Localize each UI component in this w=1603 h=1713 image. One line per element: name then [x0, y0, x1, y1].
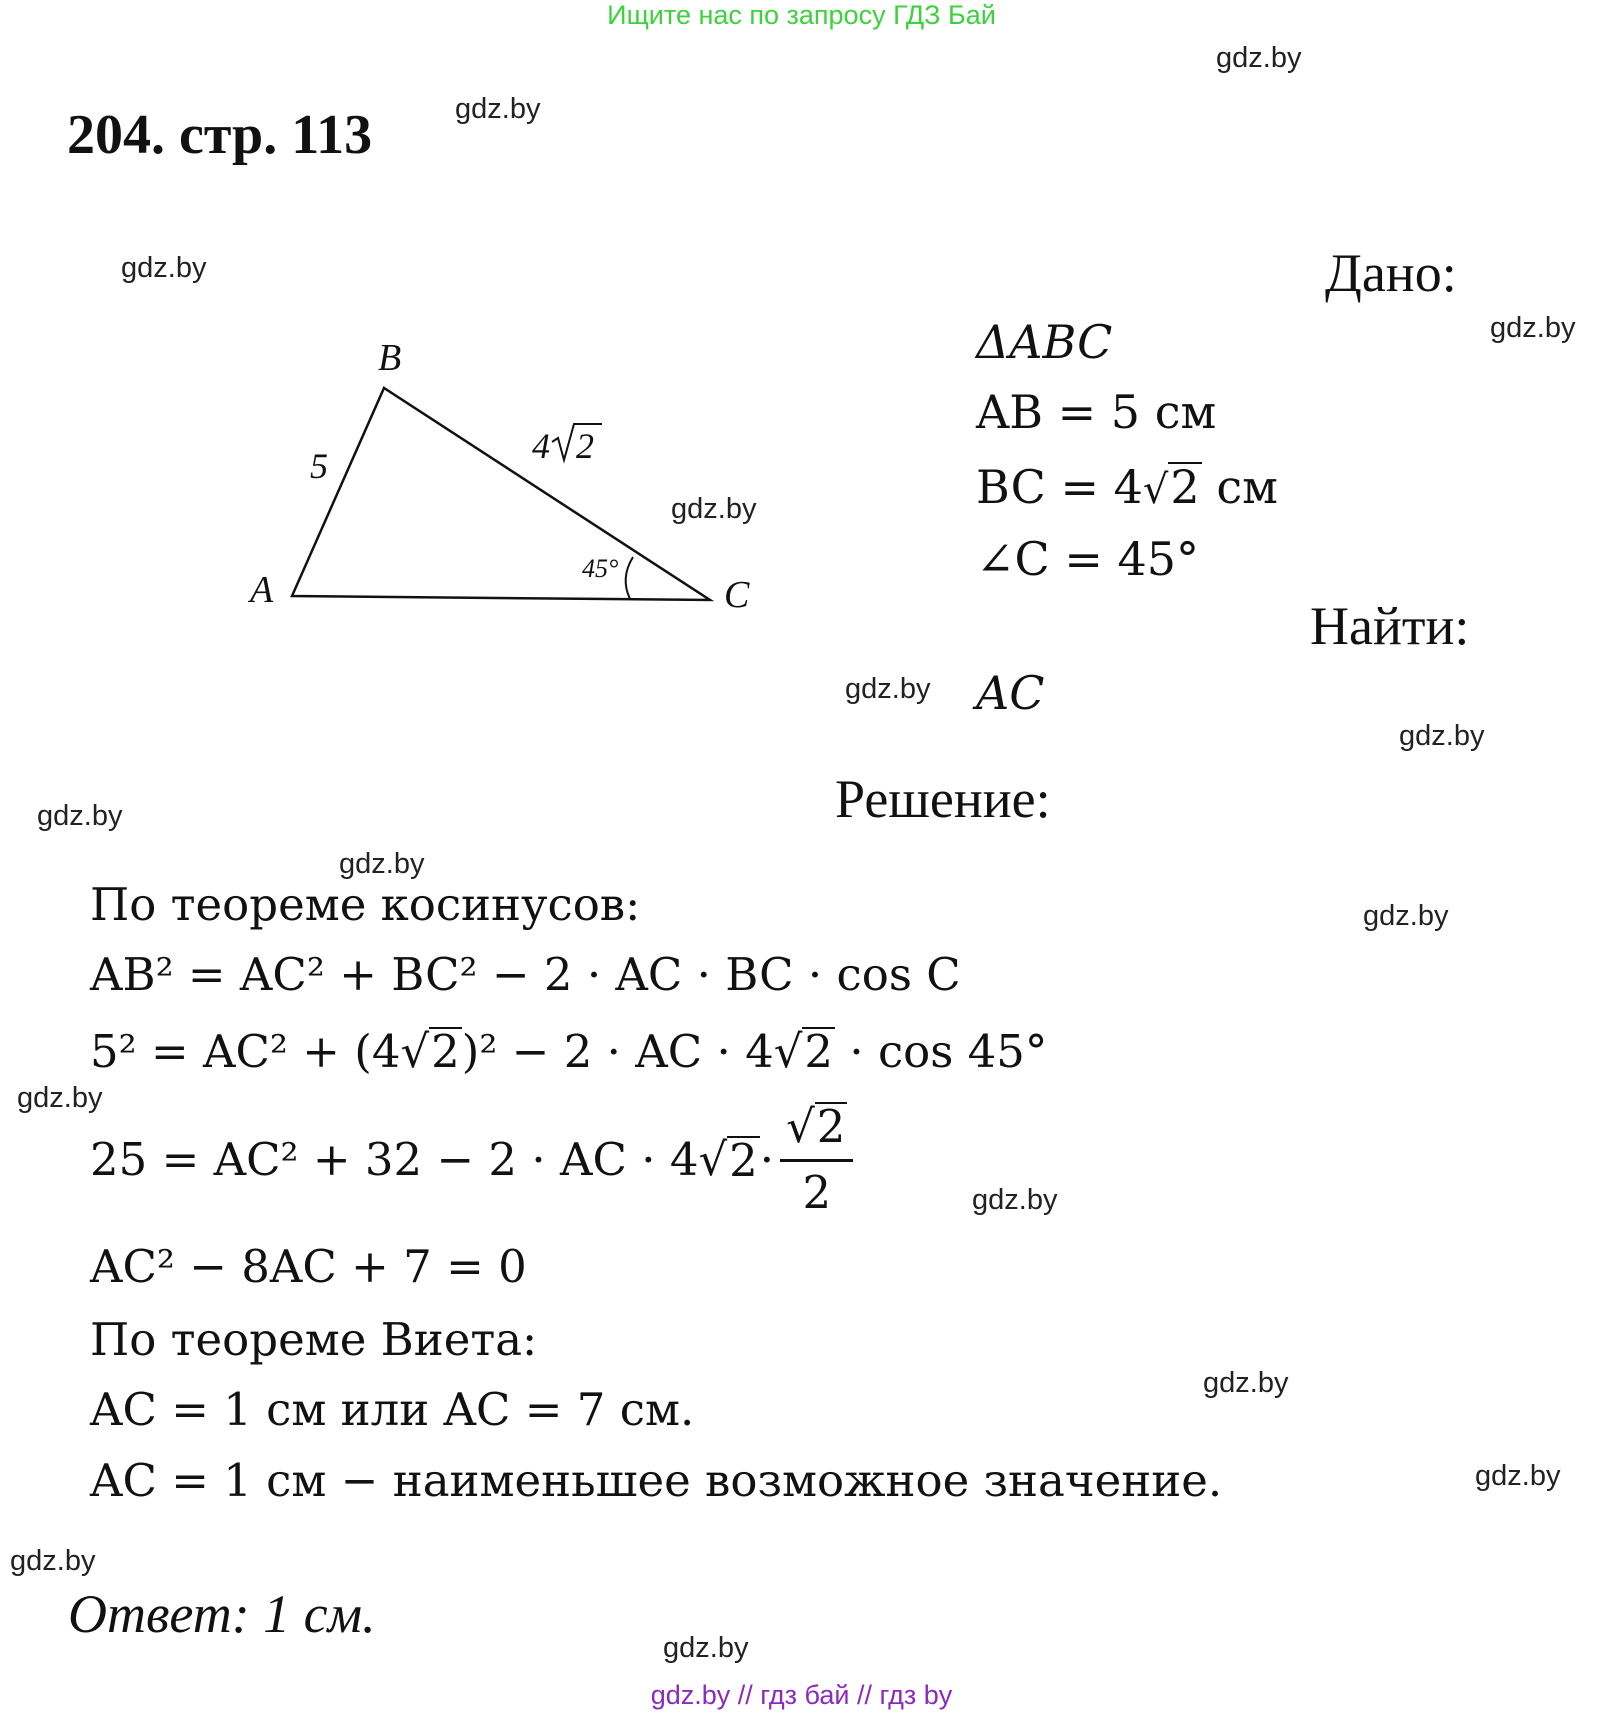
- watermark: gdz.by: [671, 493, 757, 525]
- side-ab-label: 5: [310, 446, 328, 486]
- given-angle: ∠C = 45°: [976, 532, 1200, 586]
- angle-c-label: 45°: [582, 554, 619, 583]
- solution-line-1: По теореме косинусов:: [90, 878, 641, 931]
- solution-line-3: 5² = AC² + (4√2)² − 2 · AC · 4√2 · cos 45°: [90, 1025, 1048, 1078]
- fraction-sqrt2-over-2: [780, 1100, 853, 1219]
- line4-part-a: 25 = AC² + 32 − 2 · AC · 4: [90, 1133, 699, 1186]
- watermark: gdz.by: [17, 1082, 103, 1114]
- line4-part-c: ·: [759, 1133, 775, 1186]
- triangle-figure: [230, 330, 770, 620]
- given-bc: BC = 4√2 см: [976, 460, 1278, 514]
- watermark: gdz.by: [37, 800, 123, 832]
- line3-part-c: )² − 2 · AC · 4: [461, 1025, 774, 1078]
- vertex-c-label: C: [724, 574, 750, 616]
- solution-line-4: 25 = AC² + 32 − 2 · AC · 4 √ 2 · $\frac{√2}{2}$: [90, 1100, 853, 1219]
- fraction-numerator: √2: [780, 1100, 853, 1162]
- given-heading: Дано:: [1325, 243, 1457, 303]
- line3-radicand-1: 2: [431, 1025, 460, 1078]
- solution-line-5: AC² − 8AC + 7 = 0: [90, 1240, 527, 1293]
- vertex-b-label: B: [378, 337, 402, 379]
- solution-heading: Решение:: [835, 769, 1051, 829]
- watermark: gdz.by: [1399, 720, 1485, 752]
- watermark: gdz.by: [845, 673, 931, 705]
- find-heading: Найти:: [1310, 596, 1470, 656]
- watermark: gdz.by: [972, 1184, 1058, 1216]
- fraction-numerator-radicand: 2: [816, 1100, 846, 1153]
- footer-links[interactable]: gdz.by // гдз бай // гдз by: [650, 1680, 953, 1710]
- watermark: gdz.by: [1490, 312, 1576, 344]
- given-triangle: ΔABC: [976, 315, 1113, 369]
- side-bc-radicand: 2: [576, 426, 594, 466]
- watermark: gdz.by: [455, 93, 541, 125]
- line3-part-e: · cos 45°: [835, 1025, 1048, 1078]
- line4-radicand: 2: [729, 1134, 758, 1187]
- given-ab: AB = 5 см: [976, 385, 1217, 439]
- watermark: gdz.by: [663, 1632, 749, 1664]
- watermark: gdz.by: [339, 848, 425, 880]
- answer: Ответ: 1 см.: [68, 1584, 376, 1644]
- top-search-hint: Ищите нас по запросу ГДЗ Бай: [607, 0, 996, 30]
- solution-line-7: AC = 1 см или AC = 7 см.: [90, 1383, 695, 1436]
- solution-line-6: По теореме Виета:: [90, 1313, 538, 1366]
- solution-line-8: AC = 1 см − наименьшее возможное значение.: [90, 1454, 1223, 1507]
- line3-part-a: 5² = AC² + (4: [90, 1025, 401, 1078]
- watermark: gdz.by: [10, 1545, 96, 1577]
- angle-c-arc: [626, 557, 633, 599]
- triangle-abc: [292, 388, 710, 600]
- watermark: gdz.by: [1203, 1367, 1289, 1399]
- side-bc-label: [532, 424, 602, 466]
- vertex-a-label: A: [250, 569, 274, 611]
- side-bc-coef: 4: [532, 426, 550, 466]
- exercise-title: 204. стр. 113: [67, 104, 373, 166]
- given-bc-radicand: 2: [1170, 460, 1200, 514]
- solution-line-2: AB² = AC² + BC² − 2 · AC · BC · cos C: [90, 948, 961, 1001]
- watermark: gdz.by: [1363, 900, 1449, 932]
- line3-radicand-2: 2: [804, 1025, 834, 1078]
- find-value: AC: [976, 666, 1045, 720]
- watermark: gdz.by: [121, 252, 207, 284]
- watermark: gdz.by: [1216, 42, 1302, 74]
- fraction-denominator: 2: [802, 1166, 832, 1219]
- watermark: gdz.by: [1475, 1460, 1561, 1492]
- given-bc-left: BC = 4: [976, 460, 1143, 514]
- given-bc-unit: см: [1201, 460, 1278, 514]
